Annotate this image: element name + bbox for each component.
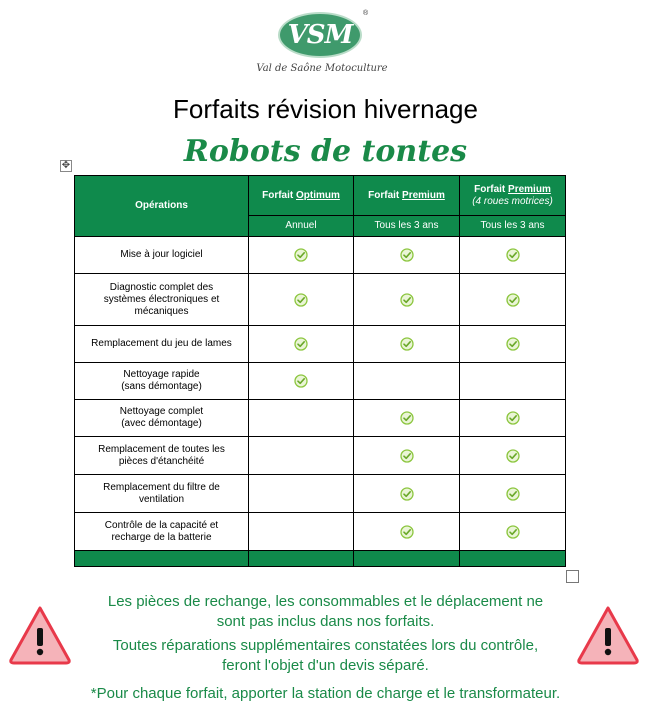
check-cell xyxy=(354,363,460,400)
check-circle-icon xyxy=(253,293,349,307)
table-row xyxy=(75,363,566,400)
operation-label: (sans démontage) xyxy=(121,381,202,392)
forfait-header-premium-4wd xyxy=(460,176,566,216)
footer-cell xyxy=(460,551,566,567)
check-cell xyxy=(460,513,566,551)
operation-label: Diagnostic complet des xyxy=(109,281,214,293)
operation-label: Mise à jour logiciel xyxy=(120,249,203,260)
logo-tagline: Val de Saône Motoculture xyxy=(256,63,388,74)
table-row xyxy=(75,513,566,551)
forfait-name: Optimum xyxy=(296,189,340,201)
footer-cell xyxy=(75,551,249,567)
check-cell xyxy=(249,326,354,363)
logo-registered-mark: ® xyxy=(363,10,369,17)
table-move-handle-icon[interactable]: ✥ xyxy=(61,160,71,171)
check-circle-icon xyxy=(464,293,561,307)
check-cell xyxy=(460,363,566,400)
table-footer-band xyxy=(75,551,566,567)
check-circle-icon xyxy=(358,293,455,307)
forfaits-table xyxy=(74,175,566,567)
table-row xyxy=(75,237,566,274)
check-circle-icon xyxy=(358,337,455,351)
vsm-logo xyxy=(252,8,392,78)
check-cell xyxy=(249,400,354,437)
forfait-name: Premium xyxy=(508,183,551,195)
check-circle-icon xyxy=(253,248,349,262)
page-subtitle: Robots de tontes xyxy=(183,134,468,169)
forfait-header-premium xyxy=(354,176,460,216)
check-cell xyxy=(354,274,460,326)
forfait-prefix: Forfait xyxy=(474,183,509,195)
check-cell xyxy=(354,237,460,274)
forfait-name: Premium xyxy=(402,189,445,201)
operation-cell xyxy=(75,237,249,274)
note-line: Les pièces de rechange, les consommables et le déplacement ne xyxy=(107,593,544,610)
forfait-header-optimum xyxy=(249,176,354,216)
logo-oval xyxy=(278,12,362,58)
check-cell xyxy=(249,437,354,475)
check-cell xyxy=(249,475,354,513)
operation-cell xyxy=(75,326,249,363)
table-row xyxy=(75,437,566,475)
forfait-prefix: Forfait xyxy=(262,189,296,201)
forfait-prefix: Forfait xyxy=(368,189,403,201)
check-circle-icon xyxy=(358,487,455,501)
table-row xyxy=(75,274,566,326)
operation-label: ventilation xyxy=(138,493,185,505)
operation-label: recharge de la batterie xyxy=(111,531,212,543)
check-cell xyxy=(354,437,460,475)
table-resize-handle[interactable] xyxy=(566,570,579,583)
check-circle-icon xyxy=(358,248,455,262)
operation-label: pièces d'étanchéité xyxy=(118,455,205,467)
operation-cell xyxy=(75,513,249,551)
note-repairs xyxy=(0,636,651,676)
check-cell xyxy=(460,274,566,326)
warning-triangle-icon xyxy=(576,604,640,666)
check-circle-icon xyxy=(464,411,561,425)
operation-cell xyxy=(75,274,249,326)
forfait-note: (4 roues motrices) xyxy=(472,195,553,207)
check-cell xyxy=(354,400,460,437)
operations-header: Opérations xyxy=(75,176,249,237)
table-row xyxy=(75,400,566,437)
check-cell xyxy=(460,237,566,274)
period-premium: Tous les 3 ans xyxy=(354,216,460,237)
page-title: Forfaits révision hivernage xyxy=(173,94,478,124)
operation-cell xyxy=(75,475,249,513)
operation-label: (avec démontage) xyxy=(121,418,202,429)
period-premium-4wd: Tous les 3 ans xyxy=(460,216,566,237)
operation-label: mécaniques xyxy=(134,305,189,317)
check-cell xyxy=(354,475,460,513)
operation-cell xyxy=(75,400,249,437)
check-cell xyxy=(460,326,566,363)
check-cell xyxy=(249,513,354,551)
check-circle-icon xyxy=(358,411,455,425)
check-cell xyxy=(460,475,566,513)
operation-label: systèmes électroniques et xyxy=(103,293,220,305)
note-line: sont pas inclus dans nos forfaits. xyxy=(216,613,435,630)
note-line: Toutes réparations supplémentaires constatées lors du contrôle, xyxy=(112,637,539,654)
note-charging xyxy=(0,684,651,704)
check-cell xyxy=(249,237,354,274)
operation-label: Remplacement du filtre de xyxy=(103,481,220,493)
operation-label: Nettoyage complet xyxy=(119,406,204,417)
operation-label: Contrôle de la capacité et xyxy=(104,519,219,531)
note-line: *Pour chaque forfait, apporter la station de charge et le transformateur. xyxy=(90,685,561,702)
footer-cell xyxy=(354,551,460,567)
check-circle-icon xyxy=(253,337,349,351)
check-circle-icon xyxy=(464,487,561,501)
table-row xyxy=(75,475,566,513)
logo-letters: VSM xyxy=(287,20,353,50)
operation-cell xyxy=(75,437,249,475)
operation-label: Remplacement de toutes les xyxy=(98,443,225,455)
check-circle-icon xyxy=(358,525,455,539)
table-row xyxy=(75,326,566,363)
warning-triangle-icon xyxy=(8,604,72,666)
check-cell xyxy=(460,400,566,437)
check-circle-icon xyxy=(464,337,561,351)
check-cell xyxy=(354,326,460,363)
note-parts xyxy=(0,592,651,632)
operation-cell xyxy=(75,363,249,400)
check-circle-icon xyxy=(464,248,561,262)
note-line: feront l'objet d'un devis séparé. xyxy=(222,657,429,674)
check-circle-icon xyxy=(464,525,561,539)
check-circle-icon xyxy=(253,374,349,388)
operation-label: Remplacement du jeu de lames xyxy=(91,338,232,349)
check-cell xyxy=(354,513,460,551)
footer-cell xyxy=(249,551,354,567)
operation-label: Nettoyage rapide xyxy=(123,369,200,380)
period-optimum: Annuel xyxy=(249,216,354,237)
check-cell xyxy=(460,437,566,475)
check-cell xyxy=(249,274,354,326)
check-circle-icon xyxy=(464,449,561,463)
check-circle-icon xyxy=(358,449,455,463)
check-cell xyxy=(249,363,354,400)
